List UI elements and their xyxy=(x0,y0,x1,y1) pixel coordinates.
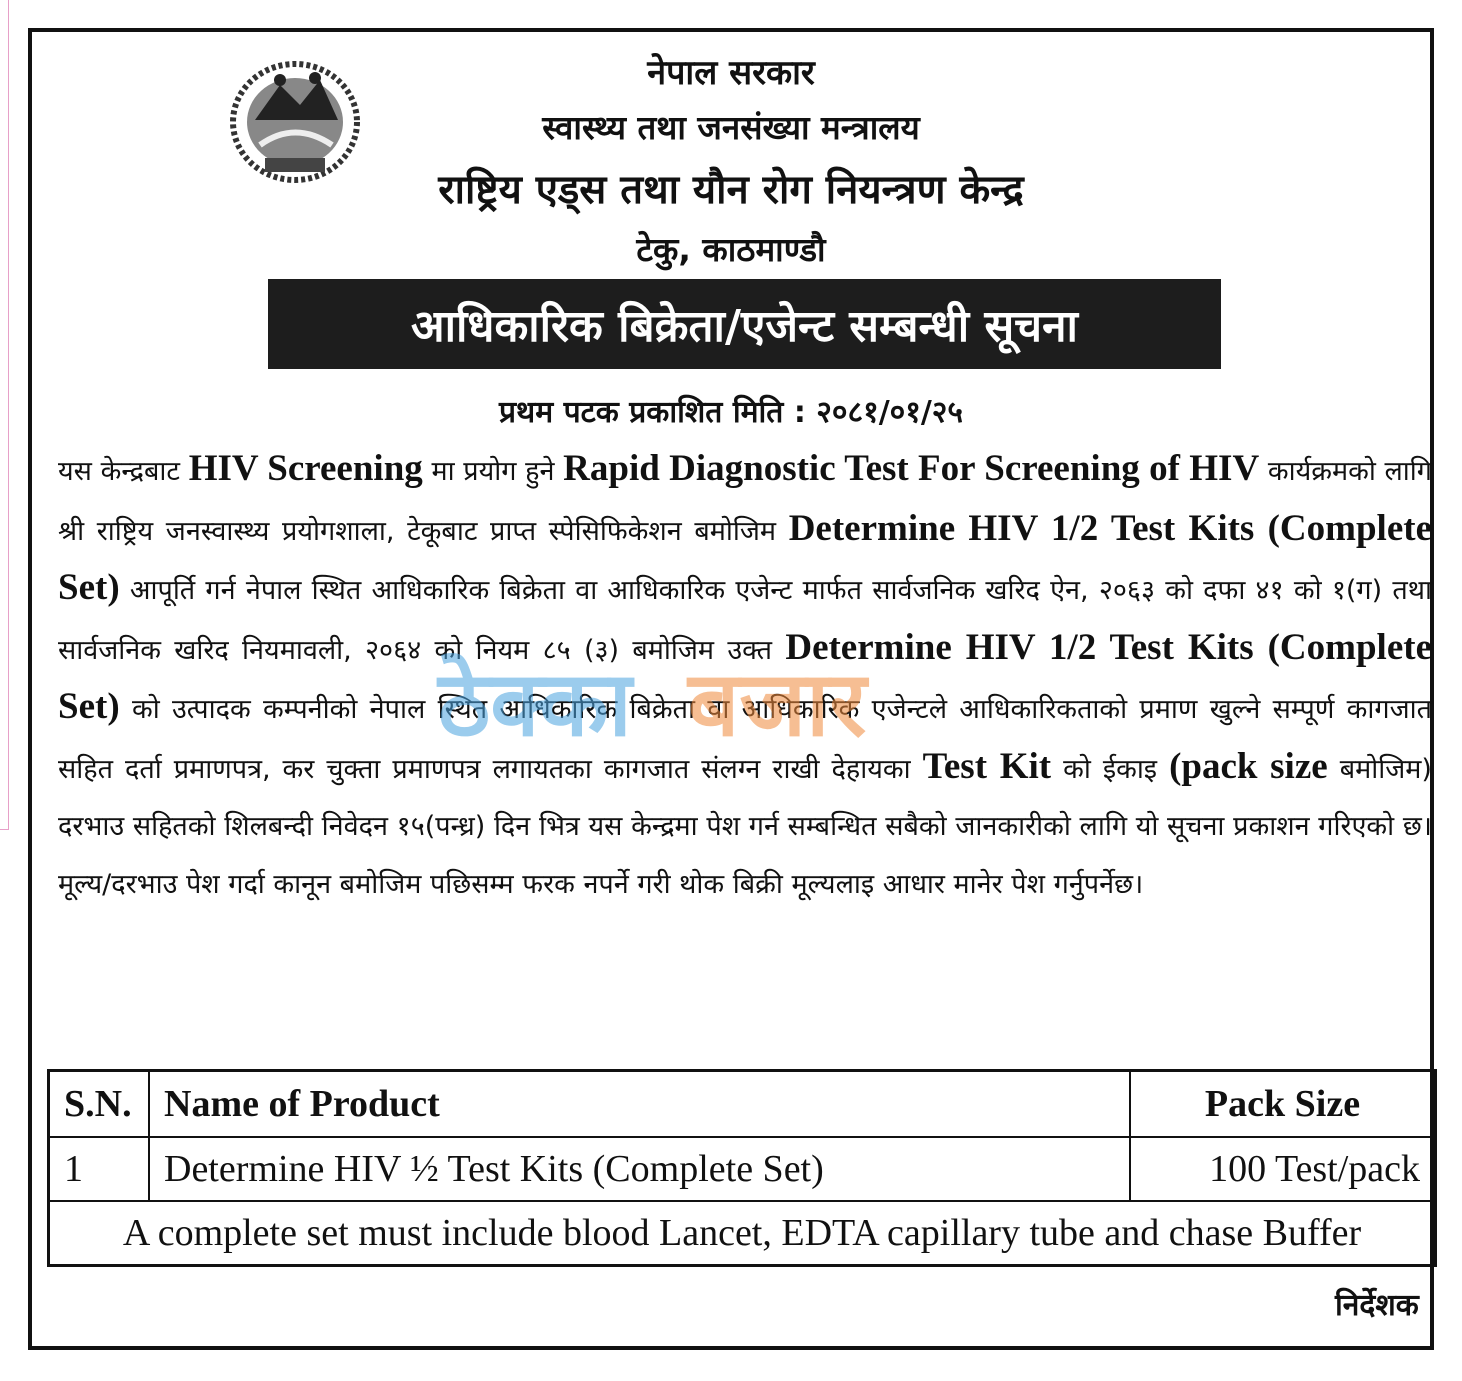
cell-pack-size: 100 Test/pack xyxy=(1130,1137,1436,1201)
header-centre: राष्ट्रिय एड्स तथा यौन रोग नियन्त्रण केन्द्र xyxy=(438,167,1024,213)
table-note-row xyxy=(49,1201,1436,1266)
product-table xyxy=(47,1069,1437,1267)
header-location: टेकु, काठमाण्डौ xyxy=(636,230,826,269)
signature-director: निर्देशक xyxy=(1335,1288,1419,1323)
margin-guide-tick xyxy=(0,829,9,830)
header-government: नेपाल सरकार xyxy=(647,53,815,93)
table-row xyxy=(49,1137,1436,1201)
header-product-name: Name of Product xyxy=(149,1071,1130,1138)
cell-sn: 1 xyxy=(49,1137,150,1201)
watermark-part1: ठेक्का xyxy=(438,652,632,757)
header-pack-size: Pack Size xyxy=(1130,1071,1436,1138)
table-header-row xyxy=(49,1071,1436,1138)
table-note: A complete set must include blood Lancet, EDTA capillary tube and chase Buffer xyxy=(49,1201,1436,1266)
notice-title: आधिकारिक बिक्रेता/एजेन्ट सम्बन्धी सूचना xyxy=(268,279,1221,369)
notice-body: यस केन्द्रबाट HIV Screening मा प्रयोग हुने Rapid Diagnostic Test For Screening of HIV कार्यक्रमको लागि श्री राष्ट्रिय जनस्वास्थ्य प्रयोगशाला, टेकूबाट प्राप्त स्पेसिफिकेशन बमोजिम Determine HIV 1/2 Test Kits (Complete Set) आपूर्ति गर्न नेपाल स्थित आधिकारिक बिक्रेता वा आधिकारिक एजेन्ट मार्फत सार्वजनिक खरिद ऐन, २०६३ को दफा ४१ को १(ग) तथा सार्वजनिक खरिद नियमावली, २०६४ को नियम ८५ (३) बमोजिम उक्त Determine HIV 1/2 Test Kits (Complete Set) को उत्पादक कम्पनीको नेपाल स्थित आधिकारिक बिक्रेता वा आधिकारिक एजेन्टले आधिकारिकताको प्रमाण खुल्ने सम्पूर्ण कागजात सहित दर्ता प्रमाणपत्र, कर चुक्ता प्रमाणपत्र लगायतका कागजात संलग्न राखी देहायका Test Kit को ईकाइ (pack size बमोजिम) दरभाउ सहितको शिलबन्दी निवेदन १५(पन्ध्र) दिन भित्र यस केन्द्रमा पेश गर्न सम्बन्धित सबैको जानकारीको लागि यो सूचना प्रकाशन गरिएको छ। मूल्य/दरभाउ पेश गर्दा कानून बमोजिम पछिसम्म फरक नपर्ने गरी थोक बिक्री मूल्यलाइ आधार मानेर पेश गर्नुपर्नेछ। xyxy=(58,448,1432,900)
header-ministry: स्वास्थ्य तथा जनसंख्या मन्त्रालय xyxy=(542,108,920,147)
cell-product-name: Determine HIV ½ Test Kits (Complete Set) xyxy=(149,1137,1130,1201)
watermark-part2: बजार xyxy=(688,652,867,757)
header-sn: S.N. xyxy=(49,1071,150,1138)
publication-date: प्रथम पटक प्रकाशित मिति : २०८१/०१/२५ xyxy=(498,395,964,430)
